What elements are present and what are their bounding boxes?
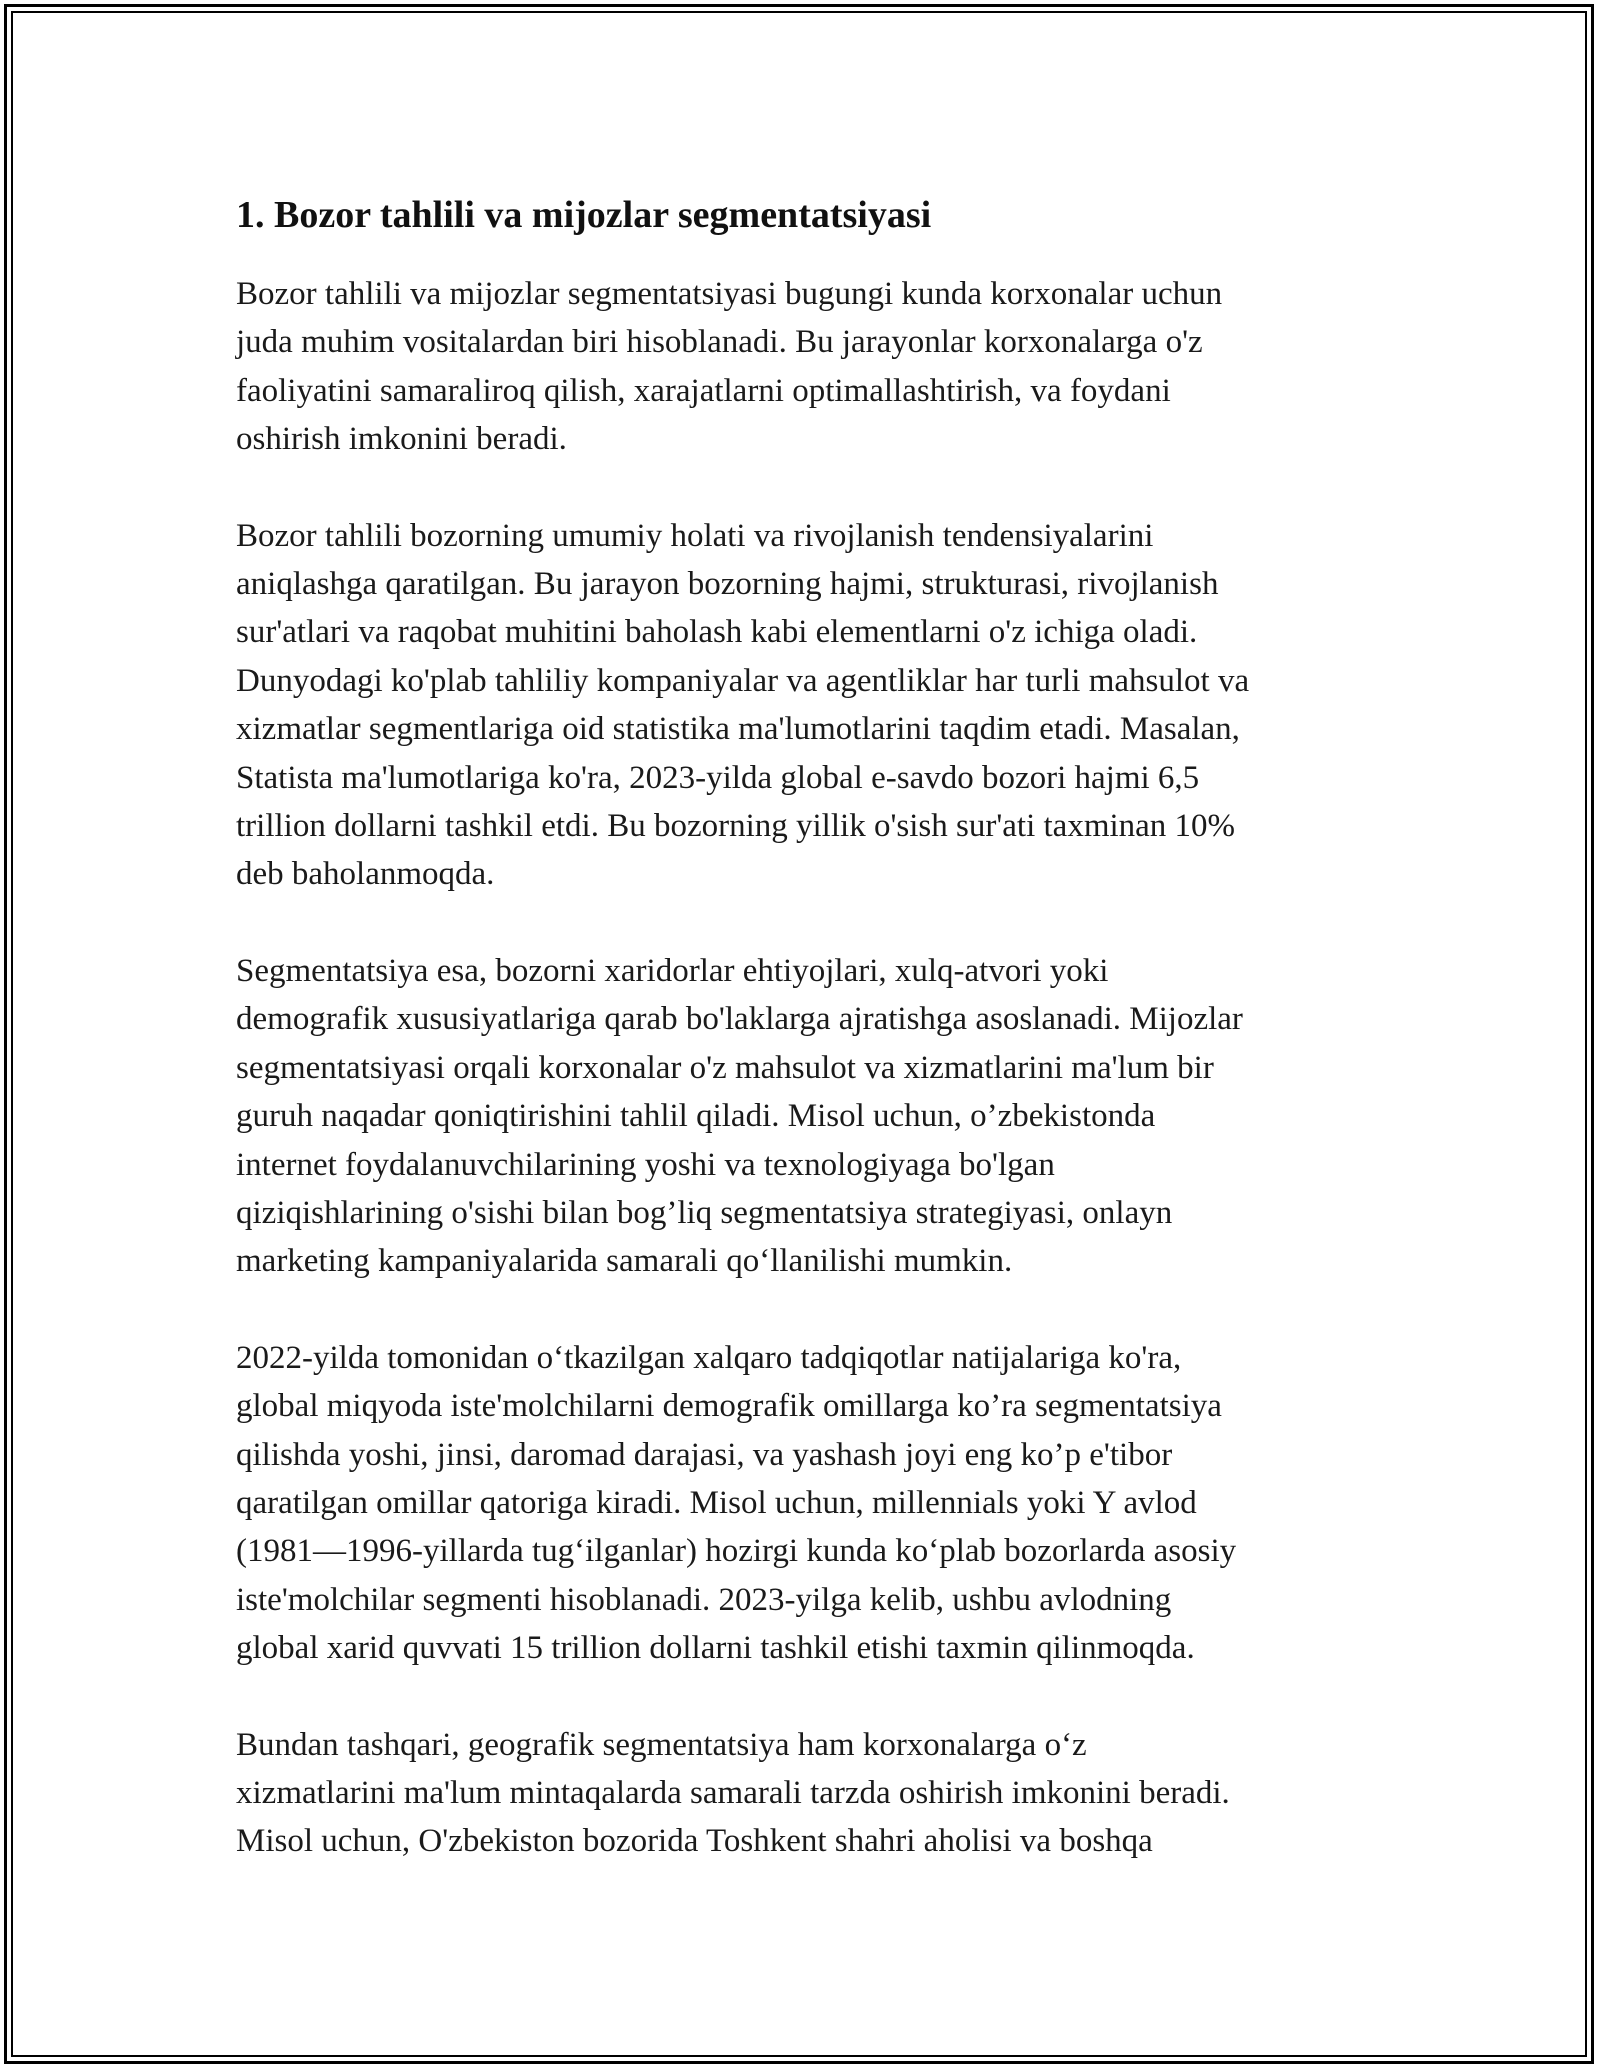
document-body <box>236 186 1376 1914</box>
paragraph-geographic-segmentation: Bundan tashqari, geografik segmentatsiya ham korxonalarga o‘z xizmatlarini ma'lum mintaqalarda samarali tarzda oshirish imkonini beradi. Misol uchun, O'zbekiston bozorida Toshkent shahri aholisi va boshqa <box>236 1726 1230 1860</box>
paragraph-demographic-research: 2022-yilda tomonidan o‘tkazilgan xalqaro tadqiqotlar natijalariga ko'ra, global miqyoda iste'molchilarni demografik omillarga ko’ra segmentatsiya qilishda yoshi, jinsi, daromad darajasi, va yashash joyi eng ko’p e'tibor qaratilgan omillar qatoriga kiradi. Misol uchun, millennials yoki Y avlod (1981—1996-yillarda tug‘ilganlar) hozirgi kunda ko‘plab bozorlarda asosiy iste'molchilar segmenti hisoblanadi. 2023-yilga kelib, ushbu avlodning global xarid quvvati 15 trillion dollarni tashkil etishi taxmin qilinmoqda. <box>236 1339 1237 1667</box>
section-heading: 1. Bozor tahlili va mijozlar segmentatsiyasi <box>236 194 932 236</box>
paragraph-intro: Bozor tahlili va mijozlar segmentatsiyasi bugungi kunda korxonalar uchun juda muhim vositalardan biri hisoblanadi. Bu jarayonlar korxonalarga o'z faoliyatini samaraliroq qilish, xarajatlarni optimallashtirish, va foydani oshirish imkonini beradi. <box>236 276 1223 458</box>
paragraph-segmentation: Segmentatsiya esa, bozorni xaridorlar ehtiyojlari, xulq-atvori yoki demografik xususiyatlariga qarab bo'laklarga ajratishga asoslanadi. Mijozlar segmentatsiyasi orqali korxonalar o'z mahsulot va xizmatlarini ma'lum bir guruh naqadar qoniqtirishini tahlil qiladi. Misol uchun, o’zbekistonda internet foydalanuvchilarining yoshi va texnologiyaga bo'lgan qiziqishlarining o'sishi bilan bog’liq segmentatsiya strategiyasi, onlayn marketing kampaniyalarida samarali qo‘llanilishi mumkin. <box>236 952 1243 1280</box>
paragraph-market-analysis: Bozor tahlili bozorning umumiy holati va rivojlanish tendensiyalarini aniqlashga qaratilgan. Bu jarayon bozorning hajmi, strukturasi, rivojlanish sur'atlari va raqobat muhitini baholash kabi elementlarni o'z ichiga oladi. Dunyodagi ko'plab tahliliy kompaniyalar va agentliklar har turli mahsulot va xizmatlar segmentlariga oid statistika ma'lumotlarini taqdim etadi. Masalan, Statista ma'lumotlariga ko'ra, 2023-yilda global e-savdo bozori hajmi 6,5 trillion dollarni tashkil etdi. Bu bozorning yillik o'sish sur'ati taxminan 10% deb baholanmoqda. <box>236 517 1250 893</box>
